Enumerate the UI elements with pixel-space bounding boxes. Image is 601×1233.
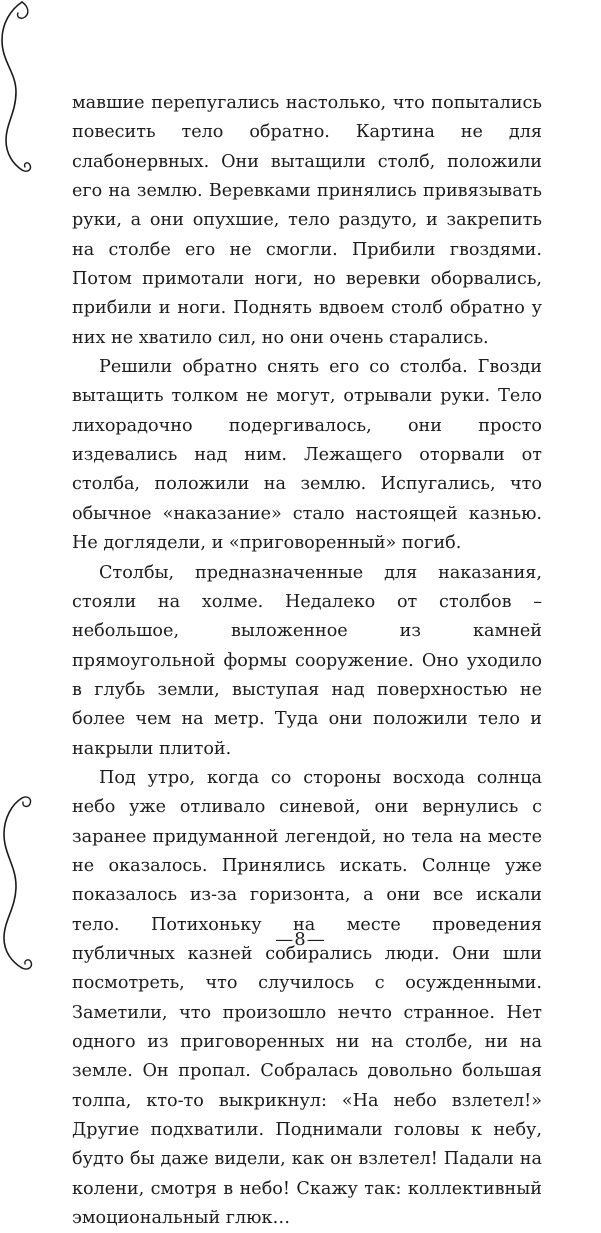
paragraph-2: Решили обратно снять его со столба. Гвозди вытащить толком не могут, отрывали руки. Тело лихорадочно подергивалось, они просто издевались над ним. Лежащего оторвали от столба, положили на землю. Испугались, что обычное «наказание» стало настоящей казнью. Не доглядели, и «приговоренный» погиб. <box>72 357 542 554</box>
paragraph-3: Столбы, предназначенные для наказания, стояли на холме. Недалеко от столбов – небольшое, выложенное из камней прямоугольной формы сооружение. Оно уходило в глубь земли, выступая над поверхностью не более чем на метр. Туда они положили тело и накрыли плитой. <box>72 562 542 759</box>
paragraph-4: Под утро, когда со стороны восхода солнца небо уже отливало синевой, они вернулись с заранее придуманной легендой, но тела на месте не оказалось. Принялись искать. Солнце уже показалось из-за горизонта, а они все искали тело. Потихоньку на месте проведения публичных казней собирались люди. Они шли посмотреть, что случилось с осужденными. Заметили, что произошло нечто странное. Нет одного из приговоренных ни на столбе, ни на земле. Он пропал. Собралась довольно большая толпа, кто-то выкрикнул: «На небо взлетел!» Другие подхватили. Поднимали головы к небу, будто бы даже видели, как он взлетел! Падали на колени, смотря в небо! Скажу так: коллективный эмоциональный глюк… <box>72 767 542 1229</box>
body-text <box>72 89 542 1233</box>
page-number: —8— <box>275 929 326 950</box>
flourish-ornament-top <box>0 0 40 175</box>
paragraph-1: мавшие перепугались настолько, что попытались повесить тело обратно. Картина не для слабонервных. Они вытащили столб, положили его на землю. Веревками принялись привязывать руки, а они опухшие, тело раздуто, и закрепить на столбе его не смогли. Прибили гвоздями. Потом примотали ноги, но веревки оборвались, прибили и ноги. Поднять вдвоем столб обратно у них не хватило сил, но они очень старались. <box>72 93 542 348</box>
